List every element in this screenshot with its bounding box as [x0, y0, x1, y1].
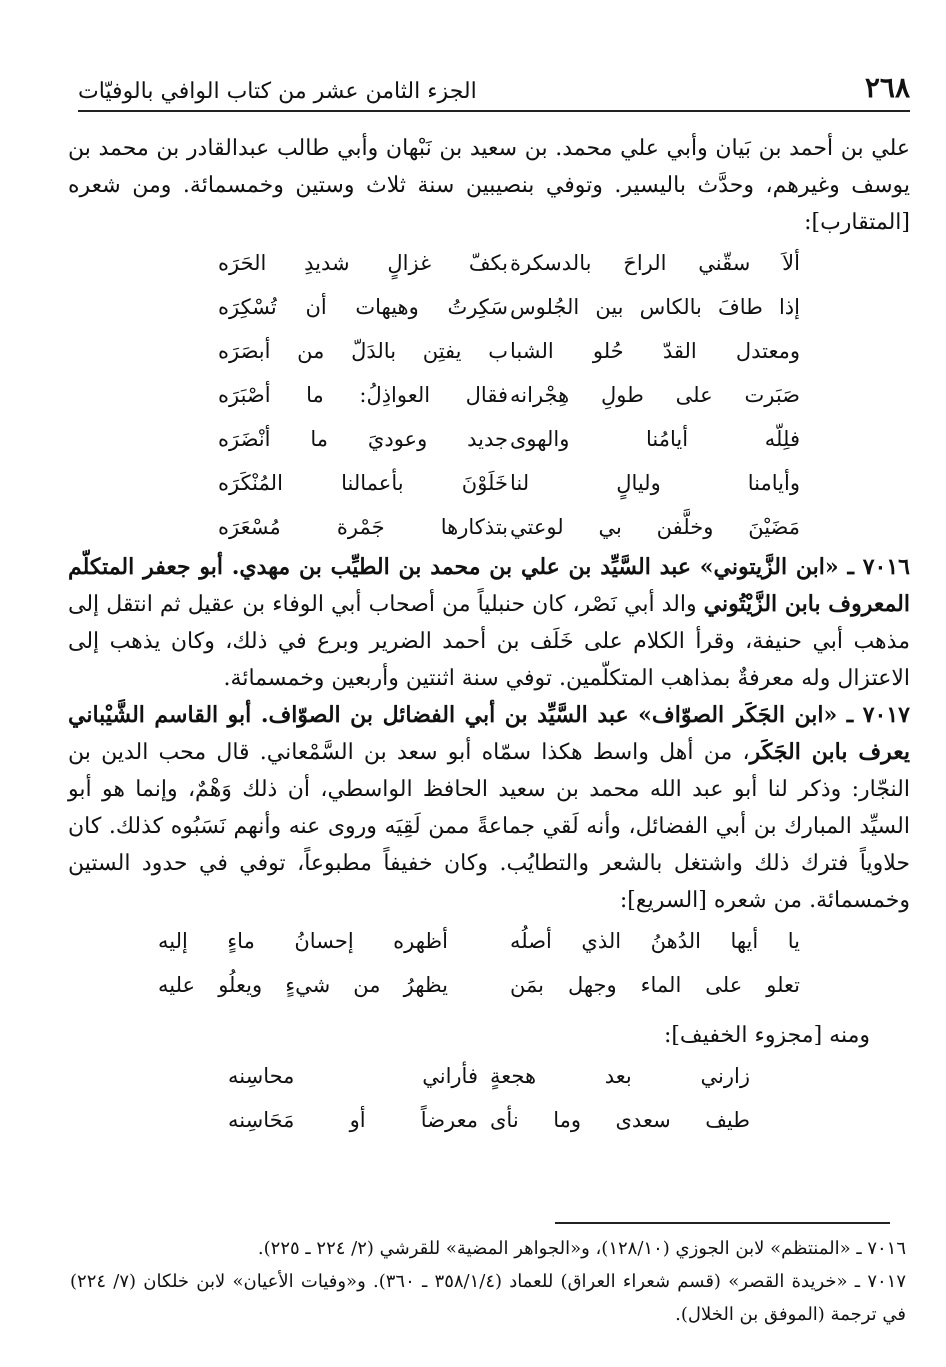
entry-body: ، من أهل واسط هكذا سمّاه أبو سعد بن السَّمْعاني. قال محب الدين بن النجّار: وذكر لنا أبو عبد الله محمد بن سعيد الحافظ الواسطي، أن ذلك وَهْمٌ، وإنما هو أبو السيِّد المبارك بن أبي الفضائل، وأنه لَقي جماعةً ممن لَقِيَه وروى عنه وأنهم نَسَبُوه كذلك. كان حلاوياً فترك ذلك واشتغل بالشعر والتطايُب. وكان خفيفاً مطبوعاً، توفي في حدود الستين وخمسمائة. من شعره [السريع]:	[68, 740, 910, 913]
verse-line	[68, 373, 910, 417]
hemistich-first: ومعتدل القدّ حُلو الشبا	[510, 339, 800, 363]
hemistich-first: زارني بعد هجعةٍ	[490, 1064, 750, 1088]
hemistich-second: معرضاً أو مَحَاسِنه	[228, 1108, 478, 1132]
verse-line	[68, 417, 910, 461]
hemistich-second: بتذكارها جَمْرة مُسْعَرَه	[218, 515, 508, 539]
verse-line	[68, 505, 910, 549]
running-title: الجزء الثامن عشر من كتاب الوافي بالوفيّات	[78, 79, 477, 104]
footnote: ٧٠١٧ ـ «خريدة القصر» (قسم شعراء العراق) للعماد (٣٥٨/١/٤ ـ ٣٦٠). و«وفيات الأعيان» لابن خلكان (٧/ ٢٢٤) في ترجمة (الموفق بن الخلال).	[70, 1271, 906, 1325]
hemistich-second: يظهرُ من شيءٍ ويعلُو عليه	[158, 973, 448, 997]
verse-line	[68, 461, 910, 505]
page-header	[78, 70, 910, 112]
hemistich-first: تعلو على الماء وجهل بمَن	[510, 973, 800, 997]
hemistich-first: وأيامنا وليالٍ لنا	[510, 471, 800, 495]
hemistich-first: مَضَيْنَ وخلَّفن بي لوعتي	[510, 515, 800, 539]
hemistich-first: طيف سعدى وما نأى	[490, 1108, 750, 1132]
hemistich-second: أظهره إحسانُ ماءٍ إليه	[158, 929, 448, 953]
hemistich-second: ب يفتِن بالدَلّ من أبصَرَه	[218, 339, 508, 363]
entry-7017	[68, 697, 910, 919]
footnote: ٧٠١٦ ـ «المنتظم» لابن الجوزي (١٢٨/١٠)، و«الجواهر المضية» للقرشي (٢/ ٢٢٤ ـ ٢٢٥).	[257, 1238, 906, 1259]
entry-heading: ٧٠١٦ ـ «ابن الزَّيتوني» عبد السَّيِّد بن علي بن محمد بن الطيِّب بن مهدي. أبو جعفر المتكلّم المعروف بابن الزَّيْتُوني	[68, 554, 910, 617]
verse-line	[68, 1098, 910, 1142]
footnotes	[70, 1232, 906, 1331]
hemistich-second: فقال العواذِلُ: ما أصْبَرَه	[218, 383, 508, 407]
verse-line	[68, 963, 910, 1007]
hemistich-second: سَكِرتُ وهيهات أن تُسْكِرَه	[218, 295, 508, 319]
hemistich-first: فلِلّه أيامُنا والهوى	[510, 427, 800, 451]
verse-line	[68, 1054, 910, 1098]
hemistich-second: خَلَوْنَ بأعمالنا المُنْكَرَه	[218, 471, 508, 495]
hemistich-first: إذا طافَ بالكاس بين الجُلوس	[510, 295, 800, 319]
entry-heading: ٧٠١٧ ـ «ابن الجَكَر الصوّاف» عبد السَّيِّد بن أبي الفضائل بن الصوّاف. أبو القاسم الشَّيْباني يعرف بابن الجَكَر	[68, 702, 911, 765]
hemistich-second: فأراني محاسِنه	[228, 1064, 478, 1088]
hemistich-second: بكفّ غزالٍ شديدِ الحَرَه	[218, 251, 508, 275]
verse-line	[68, 329, 910, 373]
page-number: ٢٦٨	[864, 71, 910, 104]
hemistich-first: يا أيها الدُهنُ الذي أصلُه	[510, 929, 800, 953]
hemistich-first: ألاَ سقّني الراحَ بالدسكرة	[510, 251, 800, 275]
poem-majzu-khafif	[68, 1054, 910, 1142]
verse-line	[68, 285, 910, 329]
entry-7016	[68, 549, 910, 697]
entry-body: والد أبي نَصْر، كان حنبلياً من أصحاب أبي الوفاء بن عقيل ثم انتقل إلى مذهب أبي حنيفة، وقرأ الكلام على خَلَف بن أحمد الضرير وبرع في ذلك، وكان يذهب إلى الاعتزال وله معرفةٌ بمذاهب المتكلّمين. توفي سنة اثنتين وأربعين وخمسمائة.	[68, 592, 910, 691]
poem-sari	[68, 919, 910, 1007]
footnote-divider	[555, 1222, 890, 1224]
hemistich-second: جديد وعوديَ ما أنْضَرَه	[218, 427, 508, 451]
poem-mutaqarib	[68, 241, 910, 549]
intro-paragraph: علي بن أحمد بن بَيان وأبي علي محمد. بن سعيد بن نَبْهان وأبي طالب عبدالقادر بن محمد بن يوسف وغيرهم، وحدَّث باليسير. وتوفي بنصيبين سنة ثلاث وستين وخمسمائة. ومن شعره [المتقارب]:	[68, 136, 910, 235]
verse-line	[68, 919, 910, 963]
hemistich-first: صَبَرت على طولِ هِجْرانه	[510, 383, 800, 407]
poem-intro: ومنه [مجزوء الخفيف]:	[663, 1023, 870, 1048]
main-text	[68, 130, 910, 1142]
verse-line	[68, 241, 910, 285]
